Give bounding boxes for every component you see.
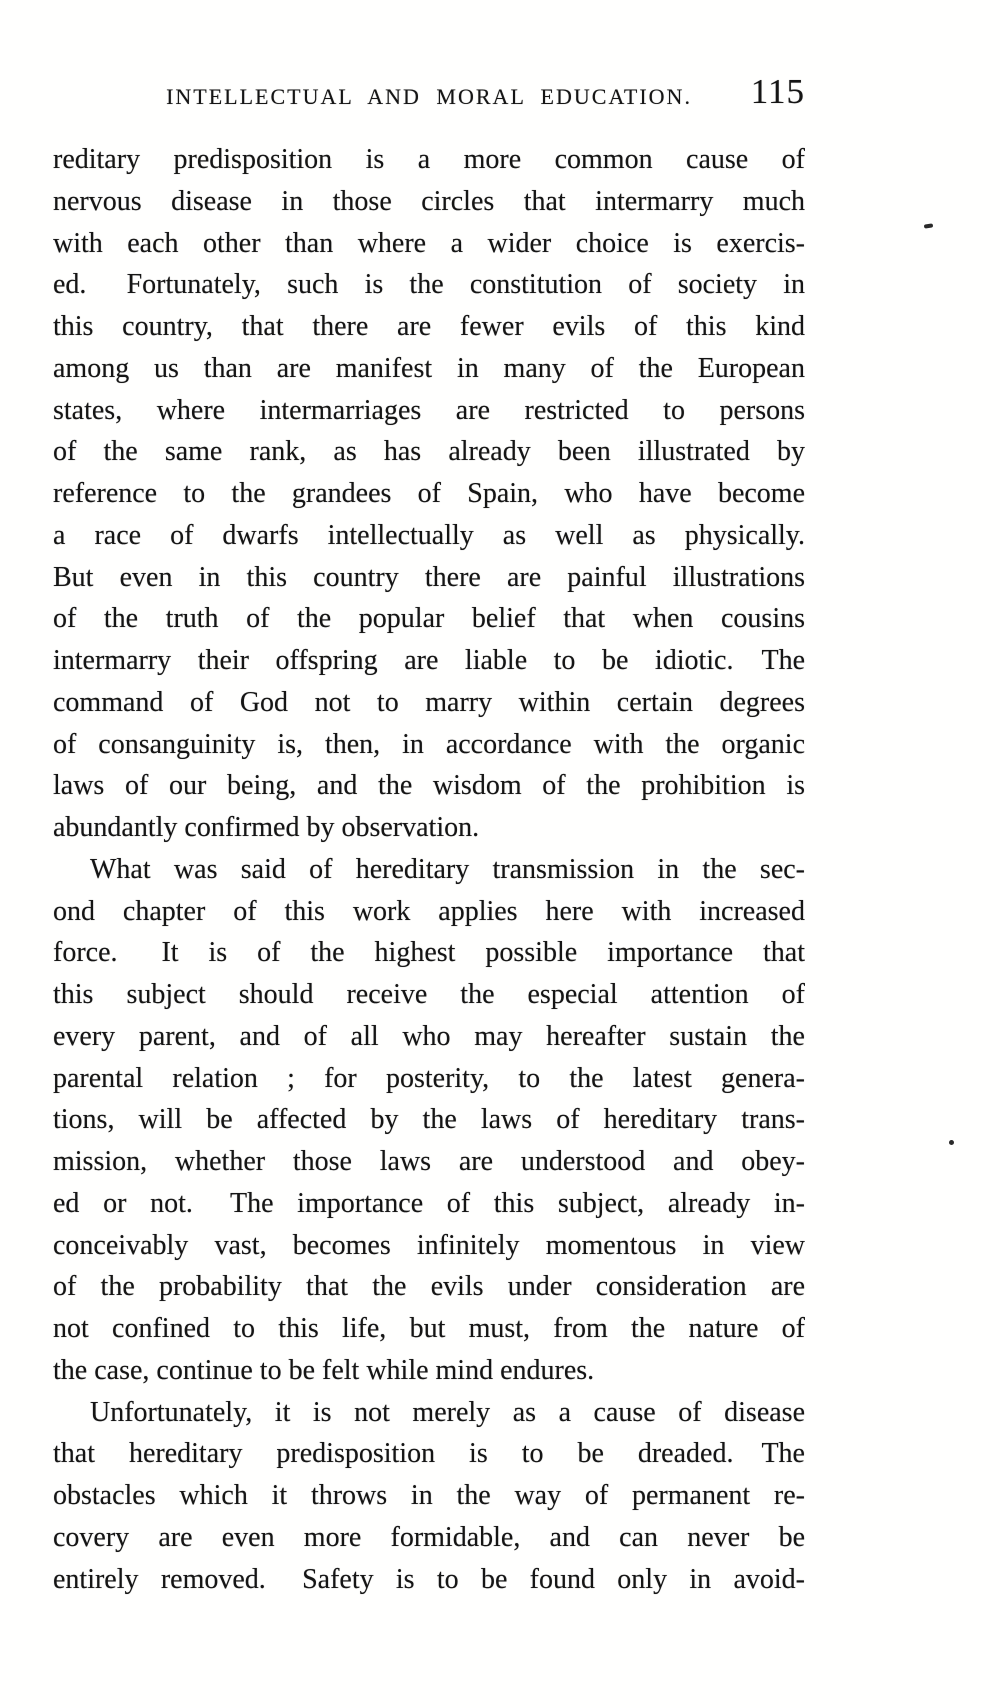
page-number: 115: [750, 72, 805, 111]
text-line-p1-10: a race of dwarfs intellectually as well as physically.: [53, 519, 805, 551]
text-line-p2-7: tions, will be affected by the laws of hereditary trans-: [53, 1104, 805, 1136]
text-line-p2-1: What was said of hereditary transmission in the sec-: [90, 853, 805, 885]
text-line-p2-10: conceivably vast, becomes infinitely momentous in view: [53, 1229, 805, 1261]
text-line-p2-6: parental relation ; for posterity, to the latest genera-: [53, 1062, 805, 1094]
page-text: [53, 139, 805, 1600]
text-line-p1-9: reference to the grandees of Spain, who have become: [53, 478, 805, 509]
text-line-p1-12: of the truth of the popular belief that when cousins: [53, 603, 805, 635]
text-line-p2-9: ed or not. The importance of this subject, already in-: [53, 1187, 805, 1219]
text-line-p1-3: with each other than where a wider choice is exercis-: [53, 227, 805, 259]
text-line-p1-8: of the same rank, as has already been illustrated by: [53, 436, 805, 468]
text-line-p2-13: the case, continue to be felt while mind endures.: [53, 1354, 595, 1386]
text-line-p2-11: of the probability that the evils under consideration are: [53, 1271, 805, 1303]
text-line-p1-15: of consanguinity is, then, in accordance with the organic: [53, 728, 805, 760]
text-line-p1-17: abundantly confirmed by observation.: [53, 812, 480, 843]
ink-speck: [924, 223, 933, 228]
text-line-p3-5: entirely removed. Safety is to be found only in avoid-: [53, 1563, 805, 1595]
text-line-p2-4: this subject should receive the especial attention of: [53, 979, 805, 1010]
running-title: INTELLECTUAL AND MORAL EDUCATION.: [166, 84, 692, 109]
text-line-p3-3: obstacles which it throws in the way of permanent re-: [53, 1480, 805, 1511]
text-line-p3-4: covery are even more formidable, and can never be: [53, 1521, 805, 1553]
text-line-p2-2: ond chapter of this work applies here with increased: [53, 895, 805, 927]
text-line-p3-2: that hereditary predisposition is to be dreaded. The: [53, 1438, 805, 1470]
text-line-p2-8: mission, whether those laws are understood and obey-: [53, 1146, 805, 1177]
text-line-p1-5: this country, that there are fewer evils of this kind: [53, 311, 805, 342]
text-line-p1-1: reditary predisposition is a more common cause of: [53, 144, 805, 175]
text-line-p2-12: not confined to this life, but must, from the nature of: [53, 1313, 805, 1344]
text-line-p1-4: ed. Fortunately, such is the constitution of society in: [53, 269, 805, 301]
ink-speck: [949, 1140, 954, 1145]
text-line-p1-14: command of God not to marry within certain degrees: [53, 686, 805, 718]
text-line-p3-1: Unfortunately, it is not merely as a cause of disease: [90, 1396, 805, 1428]
text-line-p1-13: intermarry their offspring are liable to be idiotic. The: [53, 645, 805, 676]
text-line-p2-3: force. It is of the highest possible importance that: [53, 937, 805, 969]
text-line-p2-5: every parent, and of all who may hereafter sustain the: [53, 1020, 805, 1052]
text-line-p1-6: among us than are manifest in many of the European: [53, 352, 805, 384]
text-line-p1-16: laws of our being, and the wisdom of the prohibition is: [53, 770, 805, 802]
text-line-p1-7: states, where intermarriages are restricted to persons: [53, 394, 805, 426]
text-line-p1-11: But even in this country there are painful illustrations: [53, 561, 805, 593]
text-line-p1-2: nervous disease in those circles that intermarry much: [53, 185, 805, 217]
